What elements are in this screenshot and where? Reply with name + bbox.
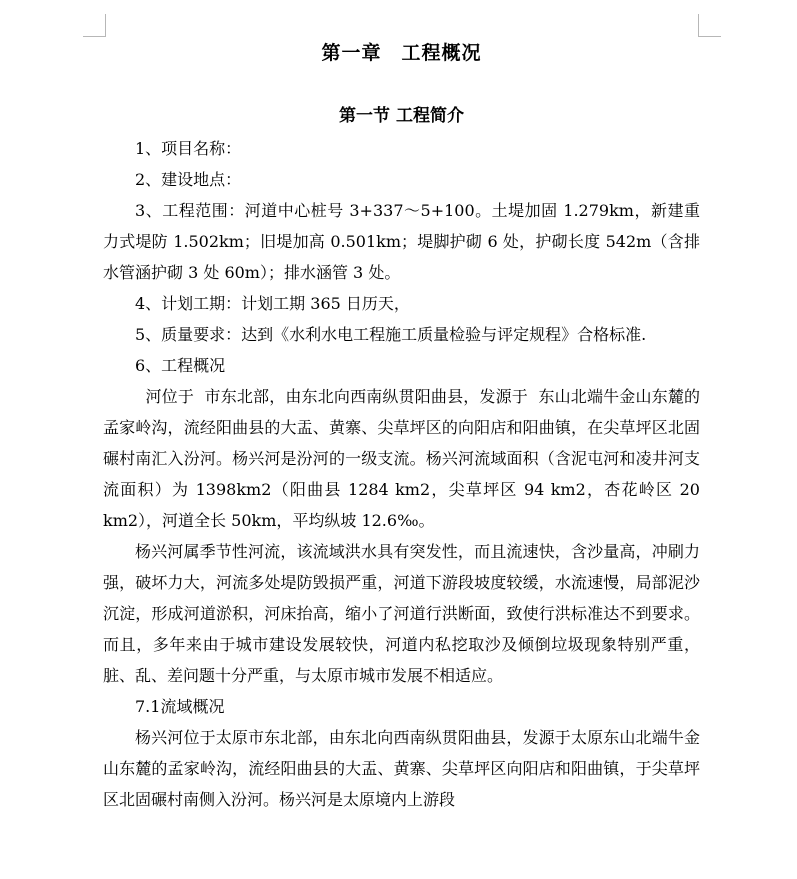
item-overview-heading: 6、工程概况 xyxy=(135,356,226,375)
paragraph-basin-overview: 杨兴河位于太原市东北部，由东北向西南纵贯阳曲县，发源于太原东山北端牛金山东麓的孟家岭沟，流经阳曲县的大盂、黄寨、尖草坪区向阳店和阳曲镇，于尖草坪区北固碾村南侧入汾河。杨兴河是太原境内上游段 xyxy=(103,728,700,809)
document-body xyxy=(103,133,706,815)
crop-mark-top-left xyxy=(83,14,106,37)
chapter-title: 第一章 工程概况 xyxy=(321,42,482,64)
item-location: 2、建设地点： xyxy=(135,170,242,189)
item-quality: 5、质量要求：达到《水利水电工程施工质量检验与评定规程》合格标准. xyxy=(135,325,647,344)
item-project-name: 1、项目名称： xyxy=(135,139,242,158)
item-scope: 3、工程范围：河道中心桩号 3+337～5+100。土堤加固 1.279km，新建重力式堤防 1.502km；旧堤加高 0.501km；堤脚护砌 6 处，护砌长度 542m（含排水管涵护砌 3 处 60m）；排水涵管 3 处。 xyxy=(103,201,700,282)
paragraph-river-problems: 杨兴河属季节性河流，该流域洪水具有突发性，而且流速快，含沙量高，冲刷力强，破坏力大，河流多处堤防毁损严重，河道下游段坡度较缓，水流速慢，局部泥沙沉淀，形成河道淤积，河床抬高，缩小了河道行洪断面，致使行洪标准达不到要求。而且，多年来由于城市建设发展较快，河道内私挖取沙及倾倒垃圾现象特别严重，脏、乱、差问题十分严重，与太原市城市发展不相适应。 xyxy=(103,542,700,685)
subsection-title: 7.1流域概况 xyxy=(135,697,225,716)
section-title: 第一节 工程简介 xyxy=(339,106,464,126)
crop-mark-top-right xyxy=(698,14,721,37)
paragraph-river-location: 河位于 市东北部，由东北向西南纵贯阳曲县，发源于 东山北端牛金山东麓的孟家岭沟，流经阳曲县的大盂、黄寨、尖草坪区的向阳店和阳曲镇，在尖草坪区北固碾村南汇入汾河。杨兴河是汾河的一级支流。杨兴河流域面积（含泥屯河和凌井河支流面积）为 1398km2（阳曲县 1284 km2，尖草坪区 94 km2，杏花岭区 20 km2），河道全长 50km，平均纵坡 12.6‰。 xyxy=(103,387,706,530)
item-schedule: 4、计划工期：计划工期 365 日历天， xyxy=(135,294,410,313)
